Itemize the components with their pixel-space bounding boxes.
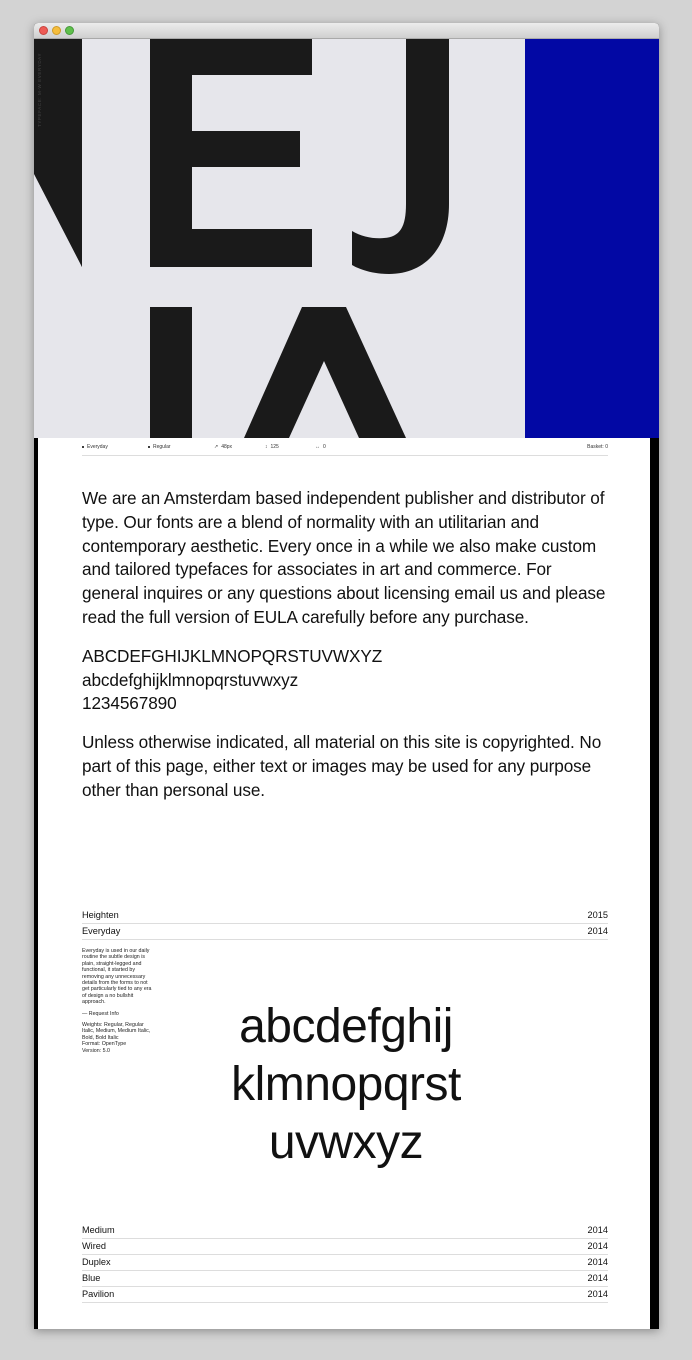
request-info-link[interactable]: — Request Info <box>82 1010 119 1017</box>
weight-select[interactable]: Regular <box>148 444 171 450</box>
typeface-row-blue[interactable]: Blue 2014 <box>82 1271 608 1287</box>
typeface-row-everyday[interactable]: Everyday 2014 <box>82 924 608 940</box>
window-titlebar <box>34 23 659 39</box>
hero-blue-panel <box>525 39 659 438</box>
hero-image <box>34 39 659 438</box>
size-icon: ↗ <box>214 443 219 450</box>
hero-letter-i <box>150 307 192 438</box>
close-window-button[interactable] <box>39 26 48 35</box>
bullet-icon <box>82 446 84 448</box>
alphabet-lowercase: abcdefghijklmnopqrstuvwxyz <box>82 669 299 690</box>
typeface-row-duplex[interactable]: Duplex 2014 <box>82 1255 608 1271</box>
specimen-line: uvwxyz <box>268 1116 424 1169</box>
left-border <box>34 438 38 1329</box>
tracking-icon: ↔ <box>315 443 320 450</box>
size-control[interactable]: ↗ 48px <box>214 443 233 450</box>
hero-letter-j <box>352 39 449 274</box>
font-select[interactable]: Everyday <box>82 444 108 450</box>
typeface-row-medium[interactable]: Medium 2014 <box>82 1223 608 1239</box>
hero-vertical-label: TYPEFACE: M-W EVERYDAY <box>37 52 42 127</box>
specimen-line: klmnopqrst <box>231 1058 461 1111</box>
type-tester-toolbar <box>82 438 608 456</box>
bullet-icon <box>148 446 150 448</box>
type-specimen[interactable] <box>166 998 526 1172</box>
typeface-description: Everyday is used in our daily routine the subtle design is plain, straight-legged and functional, it started by removing any unnecessary details from the forms to not get particularly tied to any era of design a no bullshit approach. — Request Info Weights: Regular, Regular Italic, Medium, Medium Italic, Bold, Bold Italic Format: OpenType Version: 5.0 <box>82 948 154 1054</box>
leading-control[interactable]: ↕ 125 <box>265 443 279 450</box>
alphabet-uppercase: ABCDEFGHIJKLMNOPQRSTUVWXYZ <box>82 645 383 666</box>
intro-paragraph: We are an Amsterdam based independent publisher and distributor of type. Our fonts are a blend of normality with an utilitarian and contemporary aesthetic. Every once in a while we also make custom and tailored typefaces for associates in art and commerce. For general inquires or any questions about licensing email us and please read the full version of EULA carefully before any purchase. <box>82 488 606 627</box>
typeface-row-heighten[interactable]: Heighten 2015 <box>82 908 608 924</box>
leading-icon: ↕ <box>265 443 268 450</box>
typeface-row-wired[interactable]: Wired 2014 <box>82 1239 608 1255</box>
typeface-row-pavilion[interactable]: Pavilion 2014 <box>82 1287 608 1303</box>
right-border <box>650 438 659 1329</box>
hero-letter-e <box>150 39 312 267</box>
tracking-control[interactable]: ↔ 0 <box>315 443 326 450</box>
main-content <box>34 438 659 1329</box>
zoom-window-button[interactable] <box>65 26 74 35</box>
browser-window <box>34 23 659 1329</box>
specimen-line: abcdefghij <box>239 1000 453 1053</box>
minimize-window-button[interactable] <box>52 26 61 35</box>
numerals: 1234567890 <box>82 693 177 714</box>
intro-text <box>82 487 612 803</box>
basket-link[interactable]: Basket: 0 <box>587 444 608 450</box>
copyright-paragraph: Unless otherwise indicated, all material on this site is copyrighted. No part of this page, either text or images may be used for any purpose other than personal use. <box>82 732 602 800</box>
